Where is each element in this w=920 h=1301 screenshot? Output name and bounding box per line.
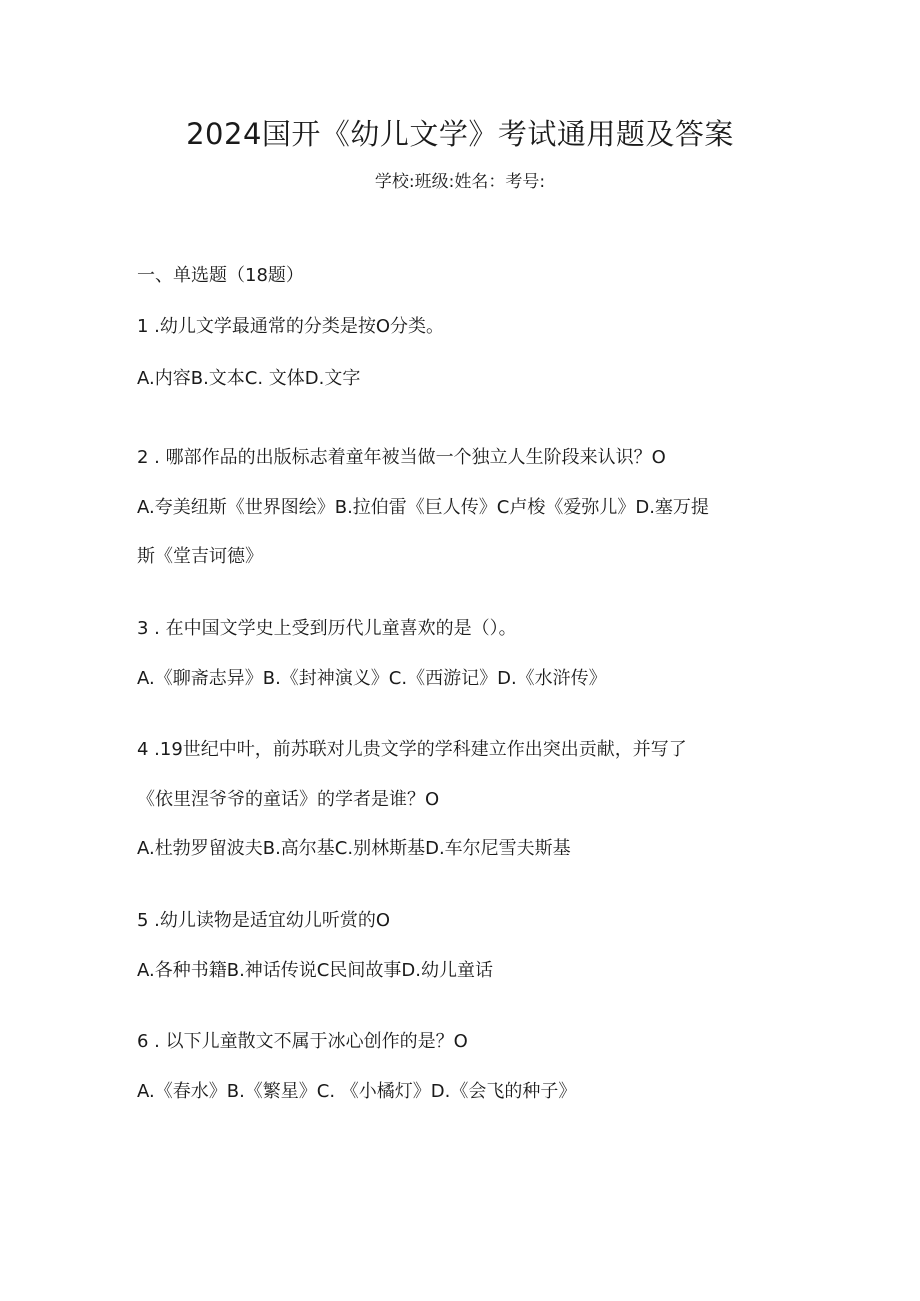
section-heading: 一、单选题（18题）	[137, 265, 304, 286]
question-1-stem: 1 .幼儿文学最通常的分类是按O分类。	[137, 316, 445, 337]
question-5-stem: 5 .幼儿读物是适宜幼儿听赏的O	[137, 910, 391, 931]
question-6-options: A.《春水》B.《繁星》C. 《小橘灯》D.《会飞的种子》	[137, 1081, 577, 1102]
question-2-options-continued: 斯《堂吉诃德》	[137, 546, 263, 567]
question-2-options: A.夸美纽斯《世界图绘》B.拉伯雷《巨人传》C卢梭《爱弥儿》D.塞万提	[137, 497, 709, 518]
question-3-stem: 3 . 在中国文学史上受到历代儿童喜欢的是（）。	[137, 618, 517, 639]
question-3-options: A.《聊斋志异》B.《封神演义》C.《西游记》D.《水浒传》	[137, 668, 607, 689]
document-title: 2024国开《幼儿文学》考试通用题及答案	[186, 117, 734, 151]
question-1-options: A.内容B.文本C. 文体D.文字	[137, 368, 361, 389]
question-6-stem: 6 . 以下儿童散文不属于冰心创作的是？O	[137, 1031, 468, 1052]
question-4-stem: 4 .19世纪中叶，前苏联对儿贵文学的学科建立作出突出贡献，并写了	[137, 739, 687, 760]
question-2-stem: 2 . 哪部作品的出版标志着童年被当做一个独立人生阶段来认识？O	[137, 447, 666, 468]
student-info-line: 学校:班级:姓名：考号:	[374, 172, 546, 192]
question-4-stem-continued: 《依里涅爷爷的童话》的学者是谁？O	[137, 789, 440, 810]
question-4-options: A.杜勃罗留波夫B.高尔基C.别林斯基D.车尔尼雪夫斯基	[137, 838, 571, 859]
question-5-options: A.各种书籍B.神话传说C民间故事D.幼儿童话	[137, 960, 493, 981]
